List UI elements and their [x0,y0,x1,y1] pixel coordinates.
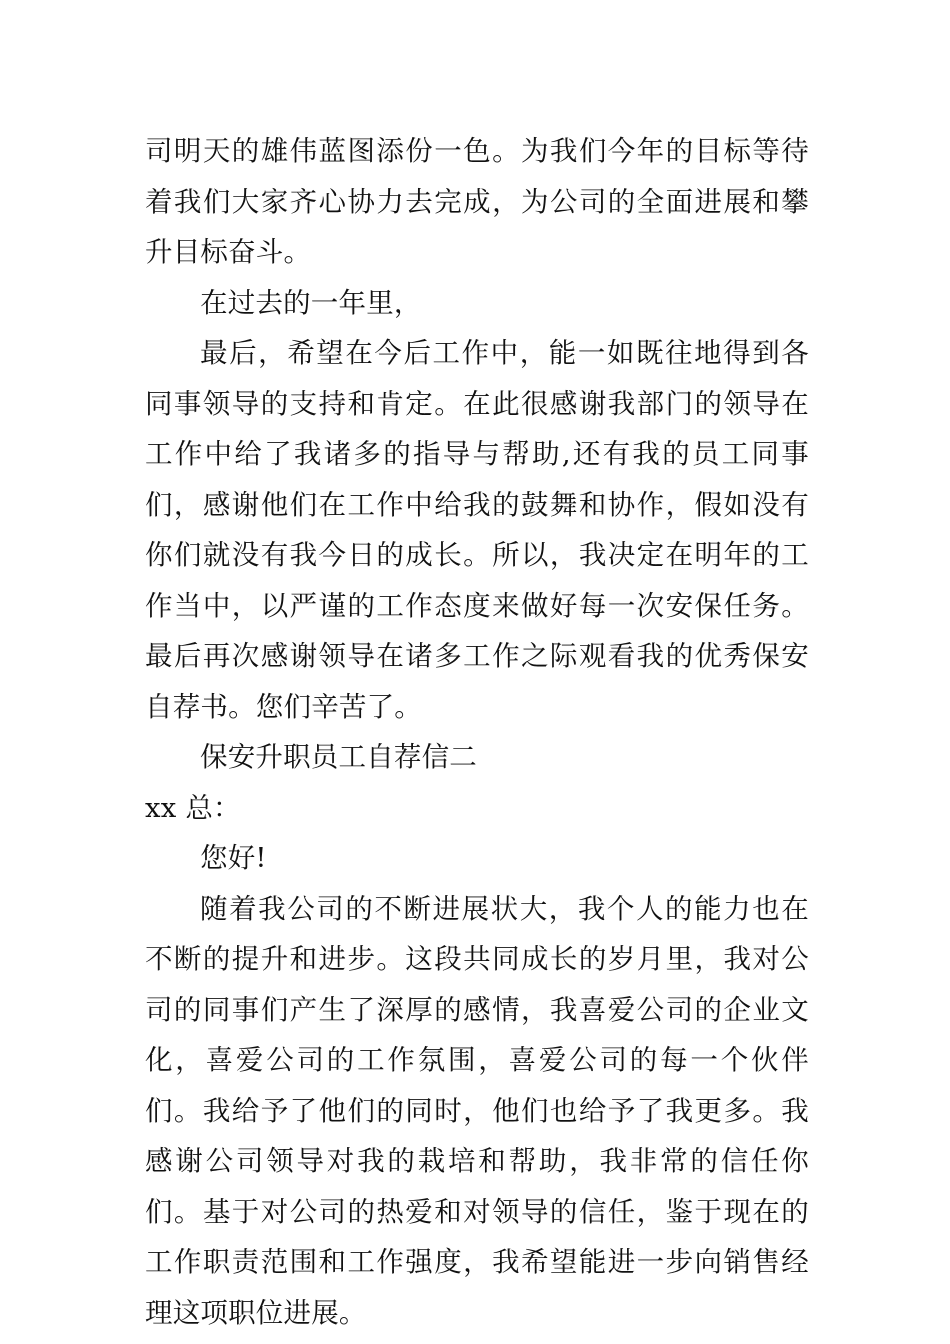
paragraph-past-year: 在过去的一年里， [200,286,422,319]
paragraph-continuation: 司明天的雄伟蓝图添份一色。为我们今年的目标等待着我们大家齐心协力去完成，为公司的全面进展和攀升目标奋斗。 [145,135,809,268]
paragraph-body: 随着我公司的不断进展状大，我个人的能力也在不断的提升和进步。这段共同成长的岁月里，我对公司的同事们产生了深厚的感情，我喜爱公司的企业文化，喜爱公司的工作氛围，喜爱公司的每一个伙伴们。我给予了他们的同时，他们也给予了我更多。我感谢公司领导对我的栽培和帮助，我非常的信任你们。基于对公司的热爱和对领导的信任，鉴于现在的工作职责范围和工作强度，我希望能进一步向销售经理这项职位进展。 [145,892,809,1329]
document-body [145,126,809,1338]
salutation: xx 总： [145,791,241,824]
paragraph-closing: 最后，希望在今后工作中，能一如既往地得到各同事领导的支持和肯定。在此很感谢我部门的领导在工作中给了我诸多的指导与帮助,还有我的员工同事们，感谢他们在工作中给我的鼓舞和协作，假如没有你们就没有我今日的成长。所以，我决定在明年的工作当中，以严谨的工作态度来做好每一次安保任务。最后再次感谢领导在诸多工作之际观看我的优秀保安自荐书。您们辛苦了。 [145,337,809,723]
greeting: 您好! [200,842,267,874]
section-title: 保安升职员工自荐信二 [200,741,477,773]
